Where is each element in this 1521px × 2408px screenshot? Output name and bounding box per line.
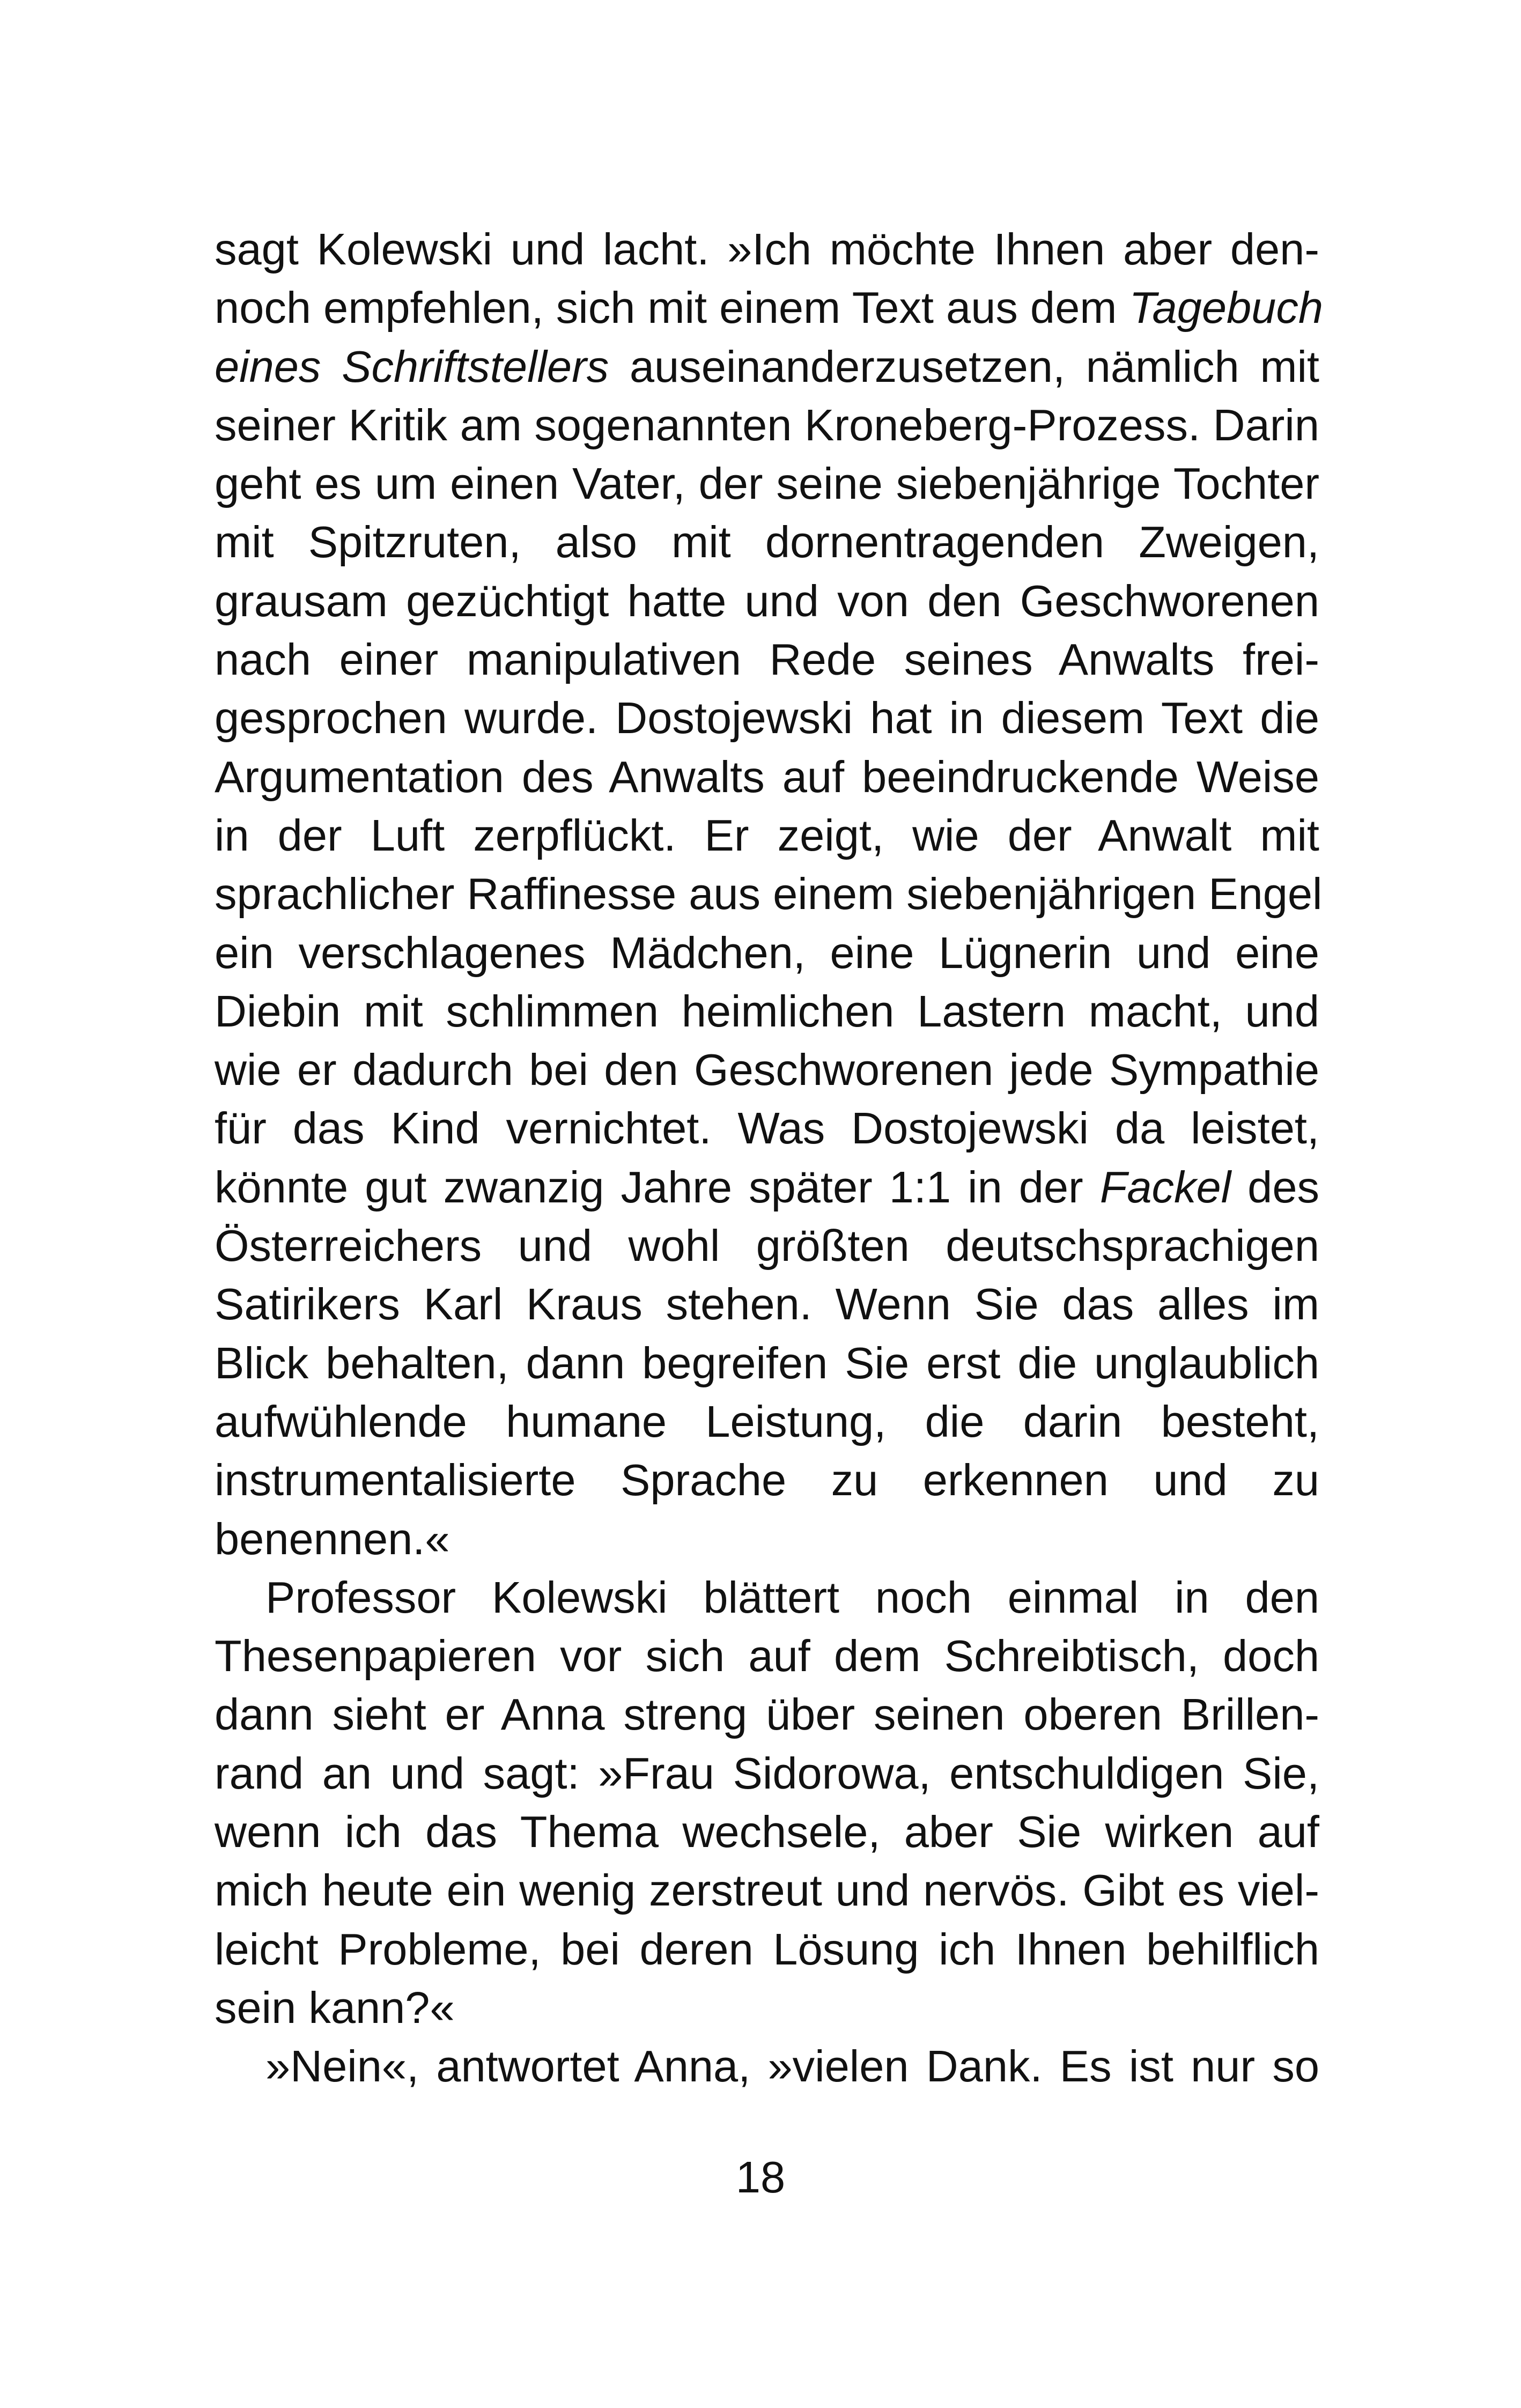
text-line bbox=[215, 1451, 1319, 1509]
italic-title-text: eines Schriftstellers bbox=[215, 341, 609, 392]
text-line bbox=[215, 1685, 1319, 1744]
text-line bbox=[215, 2037, 1319, 2095]
line-text: Österreichers und wohl größten deutschsprachigen bbox=[215, 1221, 1319, 1271]
line-text: Argumentation des Anwalts auf beeindruckende Weise bbox=[215, 751, 1319, 802]
body-text bbox=[215, 220, 1323, 2096]
line-text: Blick behalten, dann begreifen Sie erst die unglaublich bbox=[215, 1338, 1319, 1388]
italic-title-text: Fackel bbox=[1099, 1162, 1231, 1212]
text-line bbox=[215, 1099, 1319, 1157]
line-text: rand an und sagt: »Frau Sidorowa, entschuldigen Sie, bbox=[215, 1748, 1319, 1798]
line-text: mit Spitzruten, also mit dornentragenden Zweigen, bbox=[215, 517, 1319, 567]
italic-title-text: Tagebuch bbox=[1129, 283, 1323, 333]
line-text: noch empfehlen, sich mit einem Text aus dem bbox=[215, 283, 1129, 333]
text-line bbox=[215, 748, 1319, 806]
text-line bbox=[215, 630, 1319, 689]
line-text: geht es um einen Vater, der seine siebenjährige Tochter bbox=[215, 459, 1319, 509]
text-line bbox=[215, 454, 1319, 513]
text-line bbox=[215, 1392, 1319, 1451]
line-text: in der Luft zerpflückt. Er zeigt, wie der Anwalt mit bbox=[215, 810, 1319, 860]
text-line bbox=[215, 513, 1319, 571]
line-text: sagt Kolewski und lacht. »Ich möchte Ihnen aber den- bbox=[215, 224, 1319, 274]
line-text: Thesenpapieren vor sich auf dem Schreibtisch, doch bbox=[215, 1631, 1319, 1681]
text-line bbox=[215, 1803, 1319, 1861]
line-text: aufwühlende humane Leistung, die darin besteht, bbox=[215, 1396, 1319, 1446]
line-text: sein kann?« bbox=[215, 1982, 455, 2033]
text-line bbox=[215, 1978, 1319, 2037]
line-text: dann sieht er Anna streng über seinen oberen Brillen- bbox=[215, 1689, 1319, 1740]
line-text: ein verschlagenes Mädchen, eine Lügnerin und eine bbox=[215, 927, 1319, 978]
line-text: könnte gut zwanzig Jahre später 1:1 in der bbox=[215, 1162, 1100, 1212]
text-line bbox=[215, 278, 1323, 337]
line-text: für das Kind vernichtet. Was Dostojewski da leistet, bbox=[215, 1103, 1319, 1154]
text-line bbox=[215, 865, 1323, 923]
text-line bbox=[215, 1568, 1319, 1627]
line-text: instrumentalisierte Sprache zu erkennen und zu bbox=[215, 1455, 1319, 1505]
text-line bbox=[215, 220, 1319, 278]
line-text: wie er dadurch bei den Geschworenen jede Sympathie bbox=[215, 1045, 1319, 1095]
line-text: leicht Probleme, bei deren Lösung ich Ihnen behilflich bbox=[215, 1924, 1319, 1974]
text-line bbox=[215, 806, 1319, 865]
text-line bbox=[215, 1040, 1319, 1099]
text-line bbox=[215, 396, 1319, 454]
line-text: mich heute ein wenig zerstreut und nervös. Gibt es viel- bbox=[215, 1865, 1319, 1916]
text-line bbox=[215, 1627, 1319, 1685]
line-text: auseinanderzusetzen, nämlich mit bbox=[609, 341, 1319, 392]
text-line bbox=[215, 982, 1319, 1040]
text-line bbox=[215, 1510, 1319, 1568]
text-line bbox=[215, 1744, 1319, 1803]
text-line bbox=[215, 924, 1319, 982]
text-line bbox=[215, 1920, 1319, 1978]
page-number: 18 bbox=[735, 2152, 786, 2202]
line-text: sprachlicher Raffinesse aus einem siebenjährigen Engel bbox=[215, 869, 1323, 919]
text-line bbox=[215, 1334, 1319, 1392]
line-text: grausam gezüchtigt hatte und von den Geschworenen bbox=[215, 575, 1319, 626]
line-text: Professor Kolewski blättert noch einmal in den bbox=[265, 1572, 1319, 1622]
line-text: Diebin mit schlimmen heimlichen Lastern macht, und bbox=[215, 986, 1319, 1036]
line-text: benennen.« bbox=[215, 1513, 450, 1564]
line-text: nach einer manipulativen Rede seines Anwalts frei- bbox=[215, 634, 1319, 685]
line-text: des bbox=[1231, 1162, 1319, 1212]
text-line bbox=[215, 1861, 1319, 1919]
text-line bbox=[215, 1158, 1319, 1216]
line-text: seiner Kritik am sogenannten Kroneberg-Prozess. Darin bbox=[215, 400, 1319, 450]
text-line bbox=[215, 1275, 1319, 1333]
text-line bbox=[215, 572, 1319, 630]
line-text: gesprochen wurde. Dostojewski hat in diesem Text die bbox=[215, 693, 1319, 743]
text-line bbox=[215, 689, 1319, 747]
text-line bbox=[215, 1216, 1319, 1275]
text-line bbox=[215, 337, 1319, 396]
line-text: Satirikers Karl Kraus stehen. Wenn Sie das alles im bbox=[215, 1279, 1319, 1329]
line-text: wenn ich das Thema wechsele, aber Sie wirken auf bbox=[215, 1807, 1319, 1857]
line-text: »Nein«, antwortet Anna, »vielen Dank. Es ist nur so bbox=[265, 2041, 1319, 2092]
